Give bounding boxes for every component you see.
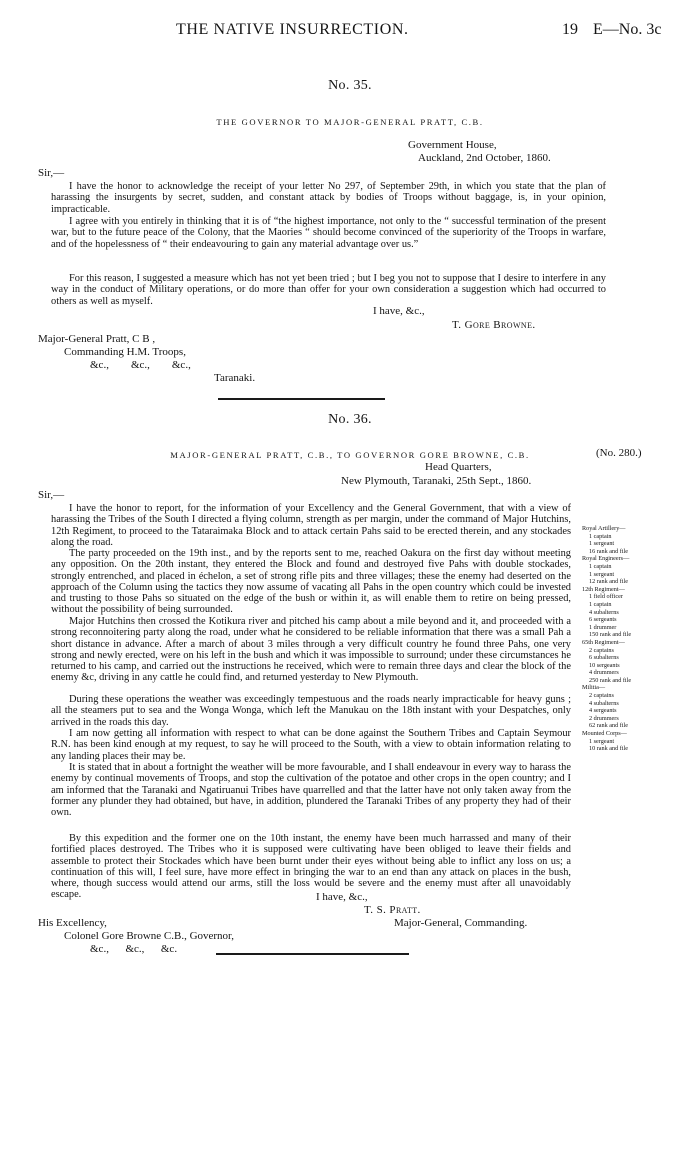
- margin-note-line: 2 captains: [589, 692, 614, 700]
- margin-note-line: 1 drummer: [589, 623, 617, 631]
- address-line: Government House,: [408, 139, 497, 151]
- margin-note-line: 62 rank and file: [589, 722, 629, 730]
- margin-note-line: 65th Regiment—: [582, 638, 625, 646]
- margin-note-line: 12th Regiment—: [582, 585, 625, 593]
- margin-note-line: 2 captains: [589, 646, 614, 654]
- paragraph: During these operations the weather was exceedingly tempestuous and the roads nearly impracticable for heavy guns ; all the steamers put to sea and the Wonga Wonga, which left the Manukau on the 18th instant with your Despatches, only arrived in the roads this day.: [51, 694, 571, 728]
- page-number: 19: [562, 21, 578, 38]
- running-title: THE NATIVE INSURRECTION.: [176, 21, 409, 38]
- margin-note-line: 250 rank and file: [589, 676, 632, 684]
- salutation: Sir,—: [38, 489, 65, 501]
- addressee-line: His Excellency,: [38, 917, 107, 929]
- margin-note-line: 1 sergeant: [589, 540, 615, 548]
- paragraph: The party proceeded on the 19th inst., and by the reports sent to me, reached Oakura on the first day without meeting any opposition. On the 20th instant, they entered the Block and found and destroyed five Pahs with double stockades, strongly entrenched, and placed in échelon, a set of strong rifle pits and three villages; these the enemy had deserted on the approach of the Column using the tactics they now assume of vacating all Pahs in the open country which could be invested and trusting to those Pahs so situated on the edge of the bush or within it, as will enable them to retire on being pressed, without the possibility of being surrounded.: [51, 548, 571, 616]
- margin-note-line: 4 drummers: [589, 669, 619, 677]
- margin-note-line: 6 subalterns: [589, 654, 619, 662]
- margin-note-line: 10 rank and file: [589, 745, 629, 753]
- addressee-line: Colonel Gore Browne C.B., Governor,: [64, 930, 235, 942]
- address-line: Head Quarters,: [425, 461, 492, 473]
- margin-note-troops: [582, 525, 660, 753]
- letter-heading: THE GOVERNOR TO MAJOR-GENERAL PRATT, C.B.: [216, 117, 484, 127]
- page-header: [0, 21, 700, 43]
- letter-number: No. 36.: [328, 412, 372, 427]
- signature: T. Gore Browne.: [452, 319, 536, 331]
- margin-note-line: 2 drummers: [589, 714, 619, 722]
- addressee-line: &c., &c., &c.,: [90, 359, 191, 371]
- margin-note-line: 150 rank and file: [589, 631, 632, 639]
- paragraph: It is stated that in about a fortnight the weather will be more favourable, and I shall endeavour in every way to harass the enemy by continual movements of Troops, and stop the cultivation of the potatoe and other crops in the open country; and I am informed that the Taranaki and Ngatiruanui Tribes have quarrelled and that the latter have not only taken away from the former any plunder they had obtained, but have, in addition, plundered the Taranaki Tribes of any property they had of their own.: [51, 762, 571, 819]
- paragraph: I have the honor to report, for the information of your Excellency and the General Government, that with a view of harassing the Tribes of the South I directed a flying column, strength as per margin, under the command of Major Hutchins, 12th Regiment, to proceed to the Tataraimaka Block and to attack certain Pahs said to be erected therein, and any stockades along the road.: [51, 503, 571, 548]
- address-date: Auckland, 2nd October, 1860.: [418, 152, 551, 164]
- margin-note-line: 16 rank and file: [589, 547, 629, 555]
- side-reference: (No. 280.): [596, 447, 642, 459]
- section-divider: [218, 398, 385, 400]
- margin-note-line: Royal Engineers—: [582, 555, 630, 563]
- paragraph: I have the honor to acknowledge the receipt of your letter No 297, of September 29th, in which you state that the plan of harassing the insurgents by secret, sudden, and constant attack by bodies of Troops without baggage, is, in your opinion, impracticable.: [51, 181, 606, 215]
- document-reference: E—No. 3c: [593, 21, 662, 38]
- paragraph: Major Hutchins then crossed the Kotikura river and pitched his camp about a mile beyond and it, and proceeded with a strong reconnoitering party along the road, under what he considered to be reliable information that there was a small Pah a short distance in advance. After a march of about 3 miles through a very difficult country he found three Pahs, one very strong and newly erected, were on his left in the bush and which it was impossible to surround; under these circumstances he returned to his camp, and carried out the instructions he received, which were to remain three days and clear the block of the enemy &c, driving in any cattle he could find, and returned yesterday to New Plymouth.: [51, 616, 571, 684]
- margin-note-line: 4 sergeants: [589, 707, 617, 715]
- closing-rule: [216, 953, 409, 955]
- address-date: New Plymouth, Taranaki, 25th Sept., 1860.: [341, 475, 532, 487]
- paragraph: By this expedition and the former one on the 10th instant, the enemy have been much harrassed and many of their fortified places destroyed. The Tribes who it is supposed were cultivating have been obliged to leave their fields and assemble to protect their Stockades which have been burnt under their eyes without being able to inflict any loss on us; a continuation of this will, I feel sure, have more effect in bringing the war to an end than any attack on places in the bush, where, though success would attend our arms, still the loss would be severe and the enemy must after all unavoidably escape.: [51, 833, 571, 901]
- closing: I have, &c.,: [316, 891, 368, 903]
- margin-note-line: 1 captain: [589, 600, 612, 608]
- margin-note-line: 1 captain: [589, 532, 612, 540]
- margin-note-line: 10 sergeants: [589, 661, 620, 669]
- margin-note-line: Mounted Corps—: [582, 730, 627, 738]
- margin-note-line: 1 sergeant: [589, 737, 615, 745]
- closing: I have, &c.,: [373, 305, 425, 317]
- margin-note-line: 12 rank and file: [589, 578, 629, 586]
- margin-note-line: 6 sergeants: [589, 616, 617, 624]
- margin-note-line: 4 subalterns: [589, 699, 619, 707]
- addressee-line: Commanding H.M. Troops,: [64, 346, 186, 358]
- margin-note-line: Royal Artillery—: [582, 525, 626, 532]
- addressee-line: &c., &c., &c.: [90, 943, 178, 955]
- letter-heading: MAJOR-GENERAL PRATT, C.B., TO GOVERNOR GORE BROWNE, C.B.: [170, 450, 530, 460]
- signature-title: Major-General, Commanding.: [394, 917, 528, 929]
- signature: T. S. Pratt.: [364, 904, 421, 916]
- margin-note-line: 4 subalterns: [589, 608, 619, 616]
- margin-note-line: 1 sergeant: [589, 570, 615, 578]
- addressee-line: Major-General Pratt, C B ,: [38, 333, 156, 345]
- margin-note-line: 1 captain: [589, 562, 612, 570]
- paragraph: For this reason, I suggested a measure which has not yet been tried ; but I beg you not to suppose that I desire to interfere in any way in the conduct of Military operations, or do more than offer for your own consideration a suggestion which had occurred to others as well as myself.: [51, 273, 606, 307]
- margin-note-line: Militia—: [582, 684, 606, 692]
- salutation: Sir,—: [38, 167, 65, 179]
- paragraph: I agree with you entirely in thinking that it is of “the highest importance, not only to the “ successful termination of the present war, but to the future peace of the Colony, that the Maories “ should become convinced of the superiority of the Troops in warfare, and of the hopelessness of “ their endeavouring to gain any material advantage over us.”: [51, 216, 606, 250]
- letter-number: No. 35.: [328, 78, 372, 93]
- margin-note-line: 1 field officer: [589, 593, 623, 601]
- addressee-line: Taranaki.: [214, 372, 256, 384]
- paragraph: I am now getting all information with respect to what can be done against the Southern Tribes and Captain Seymour R.N. has been kind enough at my request, to say he will proceed to the South, with a view to obtain information relating to any landing places their may be.: [51, 728, 571, 762]
